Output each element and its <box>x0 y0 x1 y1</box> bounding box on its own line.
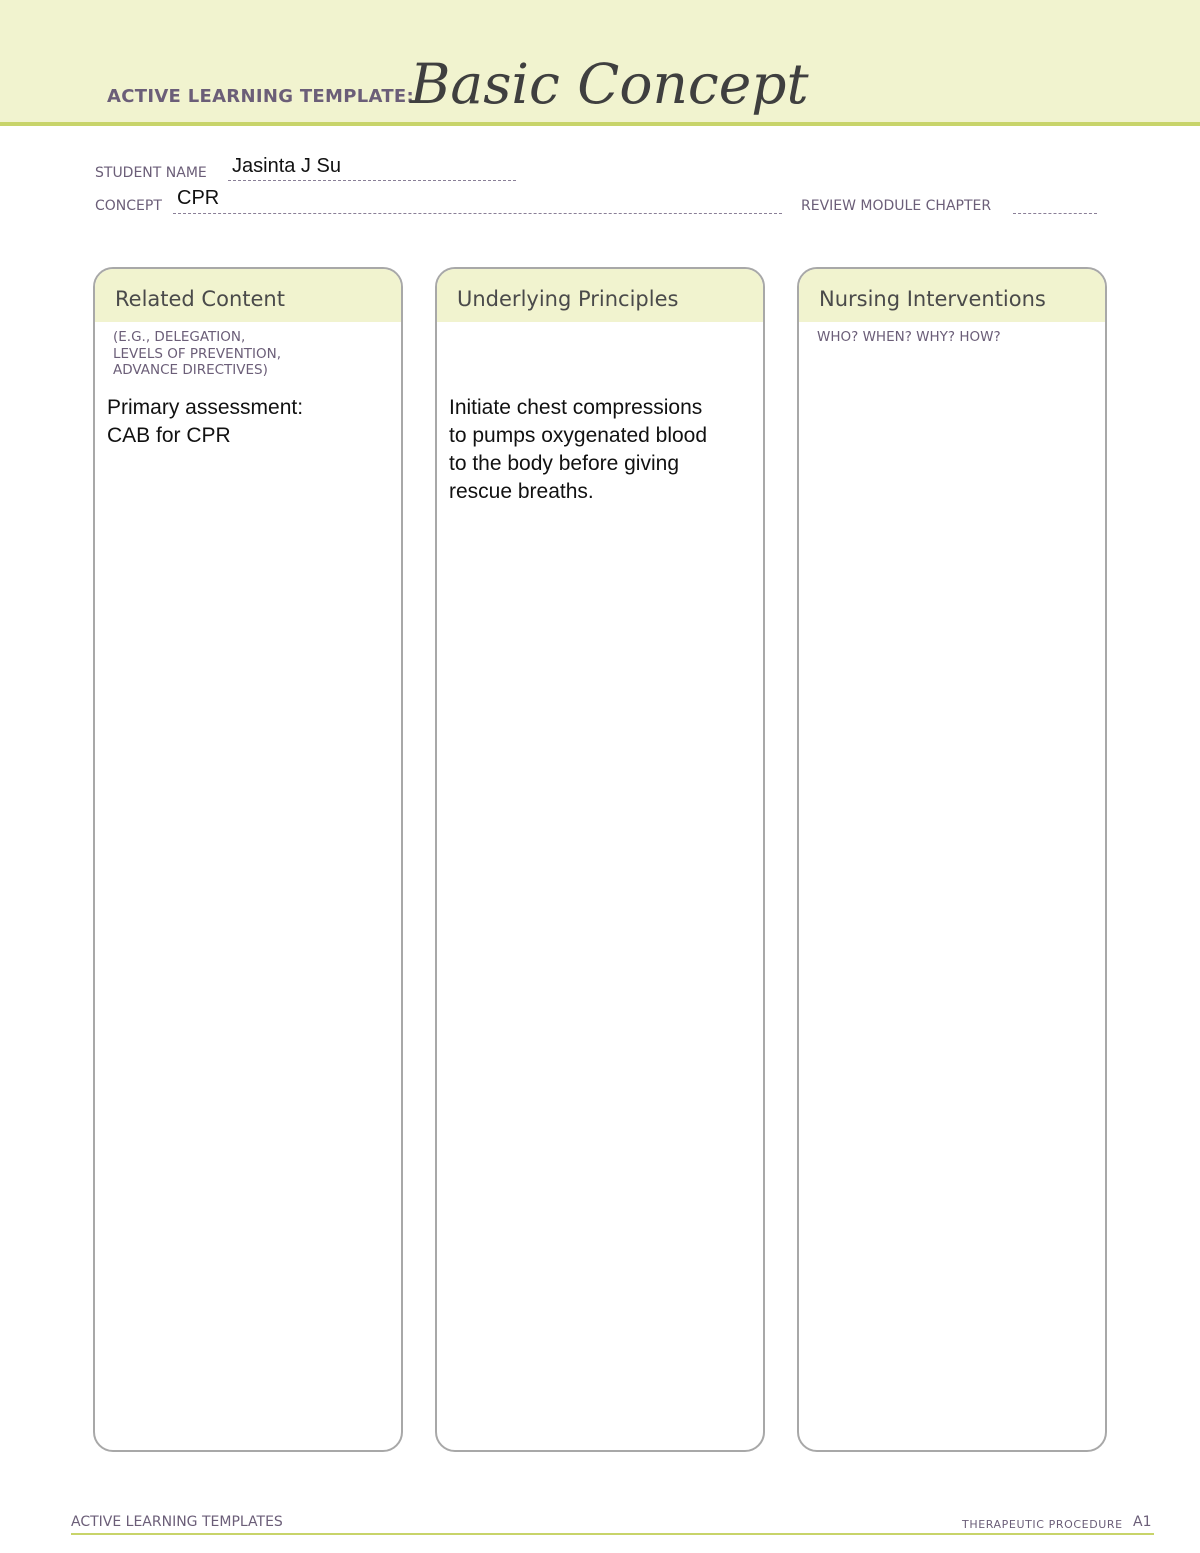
text-line: to pumps oxygenated blood <box>449 424 708 447</box>
underlying-principles-text[interactable] <box>449 394 753 506</box>
subtitle-line: ADVANCE DIRECTIVES) <box>113 362 268 378</box>
footer-page-number: A1 <box>1133 1514 1152 1530</box>
subtitle-line: LEVELS OF PREVENTION, <box>113 345 282 362</box>
underlying-principles-panel <box>435 267 765 1452</box>
student-name-line <box>228 180 516 181</box>
panel-title: Related Content <box>115 287 285 311</box>
header-rule <box>0 122 1200 126</box>
review-module-label: REVIEW MODULE CHAPTER <box>801 198 992 214</box>
footer-series-label: ACTIVE LEARNING TEMPLATES <box>71 1514 283 1530</box>
text-line: CAB for CPR <box>107 424 231 447</box>
panel-title: Nursing Interventions <box>819 287 1046 311</box>
nursing-interventions-panel <box>797 267 1107 1452</box>
panel-subtitle: WHO? WHEN? WHY? HOW? <box>817 329 1001 345</box>
template-label: ACTIVE LEARNING TEMPLATE: <box>107 86 414 107</box>
template-title: Basic Concept <box>410 52 809 116</box>
footer-rule <box>71 1533 1154 1535</box>
student-name-field[interactable]: Jasinta J Su <box>232 155 341 177</box>
text-line: to the body before giving <box>449 452 679 475</box>
text-line: Initiate chest compressions <box>449 396 703 419</box>
footer-category-label: THERAPEUTIC PROCEDURE <box>962 1518 1123 1531</box>
related-content-text[interactable] <box>107 394 391 450</box>
panel-title: Underlying Principles <box>457 287 679 311</box>
text-line: rescue breaths. <box>449 480 594 503</box>
concept-field[interactable]: CPR <box>177 187 220 209</box>
related-content-panel <box>93 267 403 1452</box>
review-module-line <box>1013 213 1097 214</box>
subtitle-line: (E.G., DELEGATION, <box>113 329 246 345</box>
text-line: Primary assessment: <box>107 396 304 419</box>
concept-label: CONCEPT <box>95 198 162 214</box>
student-name-label: STUDENT NAME <box>95 165 207 181</box>
concept-line <box>173 213 782 214</box>
panel-subtitle <box>113 329 281 379</box>
